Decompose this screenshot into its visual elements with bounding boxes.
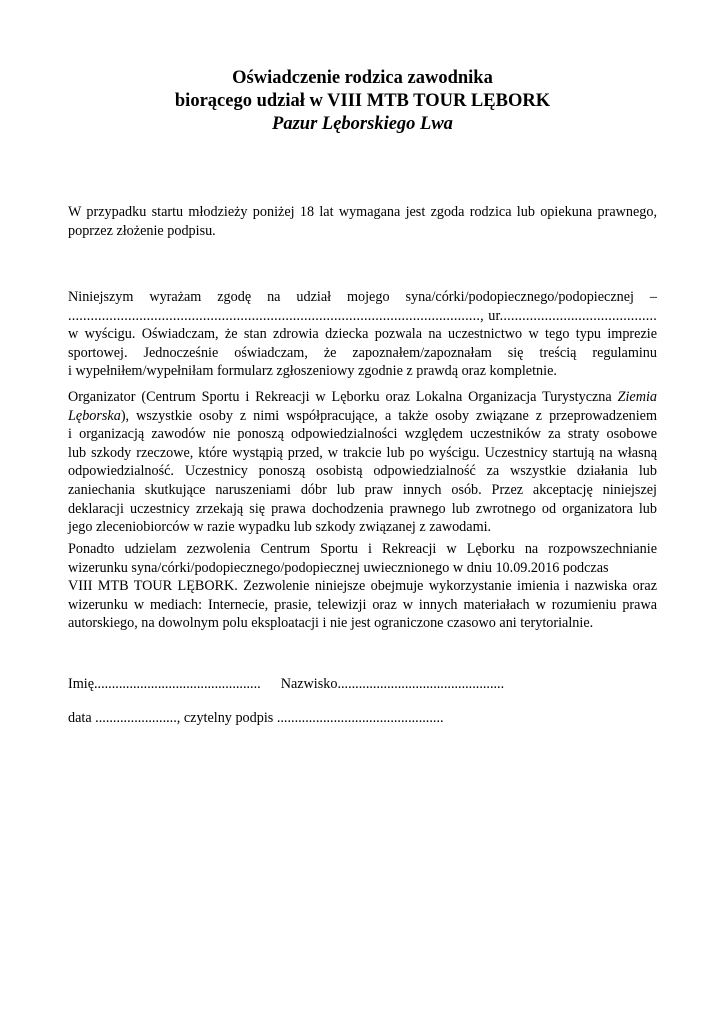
- organizer-line: [68, 388, 657, 407]
- intro-line: poprzez złożenie podpisu.: [68, 222, 216, 239]
- consent-line: sportowej. Jednocześnie oświadczam, że zapoznałem/zapoznałam się treścią regulaminu: [68, 344, 657, 361]
- title-line-1: Oświadczenie rodzica zawodnika: [232, 68, 493, 88]
- first-name-field[interactable]: Imię...............................................: [68, 676, 261, 692]
- name-signature-row: [68, 675, 504, 693]
- image-rights-line: Ponadto udzielam zezwolenia Centrum Sportu i Rekreacji w Lęborku na rozpowszechnianie: [68, 541, 657, 557]
- organizer-line: jego zleceniobiorców w razie wypadku lub szkody związanej z zawodami.: [68, 519, 492, 536]
- consent-line: Niniejszym wyrażam zgodę na udział mojego syna/córki/podopiecznego/podopiecznej –: [68, 289, 657, 305]
- image-rights-line: VIII MTB TOUR LĘBORK. Zezwolenie niniejsze obejmuje wykorzystanie imienia i nazwiska oraz: [68, 578, 657, 595]
- organizer-line-2-rest: ), wszystkie osoby z nimi współpracujące, a także osoby związane z przeprowadzeniem: [120, 407, 657, 424]
- organizer-line: odpowiedzialność. Uczestnicy ponoszą osobistą odpowiedzialność za wszystkie działania lub: [68, 463, 657, 480]
- consent-line: i wypełniłem/wypełniłam formularz zgłoszeniowy zgodnie z prawdą oraz kompletnie.: [68, 363, 557, 380]
- organizer-line: [68, 407, 657, 426]
- intro-line: W przypadku startu młodzieży poniżej 18 lat wymagana jest zgoda rodzica lub opiekuna prawnego,: [68, 204, 657, 220]
- last-name-field[interactable]: Nazwisko...............................................: [280, 676, 505, 692]
- organizer-line: zaniechania skutkujące naruszeniami dóbr lub praw innych osób. Przez akceptację niniejszej: [68, 481, 657, 498]
- document-title: [0, 67, 725, 136]
- consent-paragraph: [68, 288, 657, 381]
- image-rights-line: wizerunku w mediach: Internecie, prasie, telewizji oraz w innych materiałach w rozumieniu prawa: [68, 596, 657, 613]
- organizer-line: i organizacją zawodów nie ponoszą odpowiedzialności względem uczestników za straty osobowe: [68, 426, 657, 443]
- birth-date-field[interactable]: ur..........................................: [488, 307, 657, 324]
- organizer-line-1-italic: Ziemia: [617, 389, 657, 405]
- child-name-field[interactable]: ..............................................................................................................,: [68, 307, 484, 324]
- image-rights-paragraph: [68, 540, 657, 633]
- consent-fill-line: [68, 307, 657, 326]
- organizer-paragraph: [68, 388, 657, 537]
- date-signature-field[interactable]: data ......................., czytelny podpis ...............................................: [68, 710, 444, 726]
- title-line-2: biorącego udział w VIII MTB TOUR LĘBORK: [174, 91, 551, 111]
- image-rights-line: wizerunku syna/córki/podopiecznego/podopiecznej uwiecznionego w dniu 10.09.2016 podczas: [68, 559, 609, 576]
- consent-line: w wyścigu. Oświadczam, że stan zdrowia dziecka pozwala na uczestnictwo w tego typu imprezie: [68, 326, 657, 343]
- organizer-line: lub szkody rzeczowe, które wystąpią przed, w trakcie lub po wyścigu. Uczestnicy startują na własną: [68, 444, 657, 461]
- title-subtitle: Pazur Lęborskiego Lwa: [272, 114, 453, 134]
- organizer-line-1-prefix: Organizator (Centrum Sportu i Rekreacji w Lęborku oraz Lokalna Organizacja Turystyczna: [68, 389, 612, 405]
- date-signature-row: [68, 709, 444, 727]
- intro-paragraph: [68, 203, 657, 240]
- organizer-line-2-italic: Lęborska: [68, 407, 121, 424]
- image-rights-line: autorskiego, na dowolnym polu eksploatacji i nie jest ograniczone czasowo ani terytorialnie.: [68, 615, 594, 632]
- organizer-line: deklaracji uczestnicy zrzekają się prawa dochodzenia prawnego lub zwrotnego od organizatora lub: [68, 500, 657, 517]
